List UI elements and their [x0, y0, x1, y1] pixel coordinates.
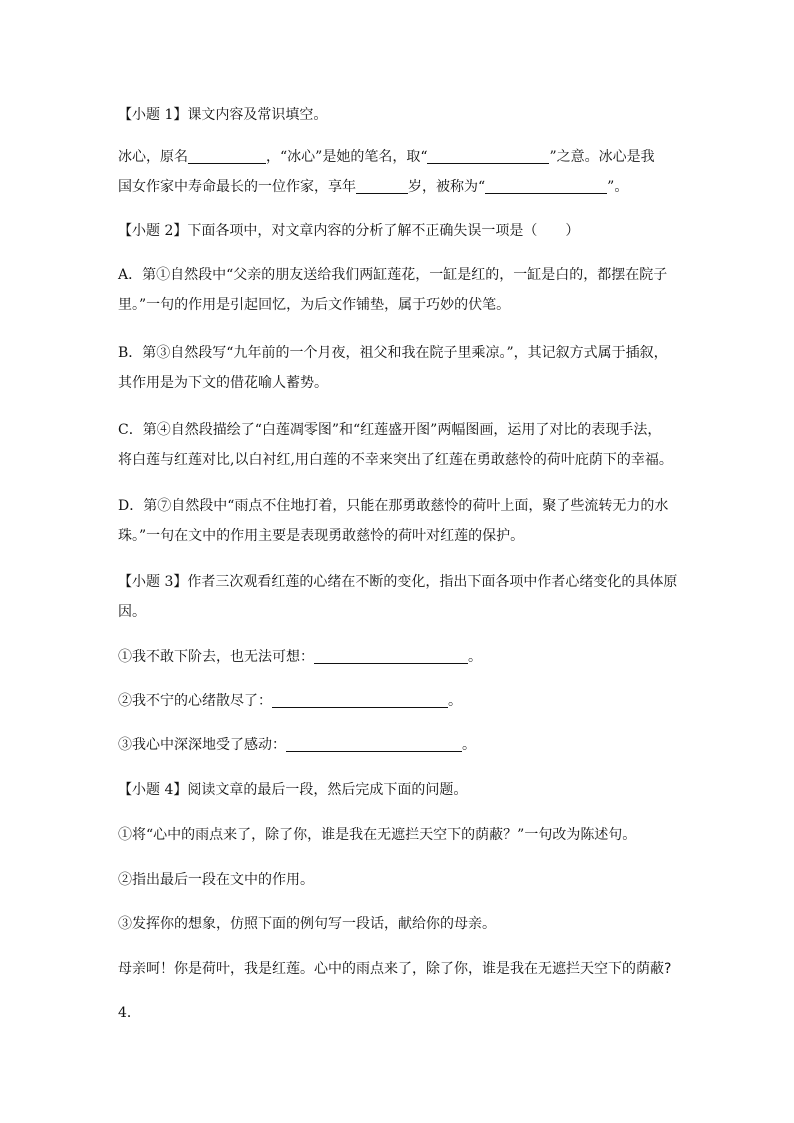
q2-option-a-line1: A．第①自然段中“父亲的朋友送给我们两缸莲花，一缸是红的，一缸是白的，都摆在院子 — [118, 267, 668, 283]
q1-text-a: 冰心，原名 — [118, 149, 188, 165]
q2-option-c-line1: C．第④自然段描绘了“白莲凋零图”和“红莲盛开图”两幅图画，运用了对比的表现手法， — [118, 422, 662, 438]
title-blank[interactable] — [485, 179, 607, 194]
meaning-blank[interactable] — [427, 149, 549, 164]
q3-item-3-text: ③我心中深深地受了感动： — [118, 737, 286, 753]
age-blank[interactable] — [356, 179, 408, 194]
q1-heading: 【小题 1】课文内容及常识填空。 — [118, 107, 328, 123]
q1-text-b: ，“冰心”是她的笔名，取“ — [266, 149, 428, 165]
q4-heading: 【小题 4】阅读文章的最后一段，然后完成下面的问题。 — [118, 782, 468, 798]
q3-heading-line1: 【小题 3】作者三次观看红莲的心绪在不断的变化，指出下面各项中作者心绪变化的具体原 — [118, 574, 678, 590]
q4-item-2: ②指出最后一段在文中的作用。 — [118, 872, 314, 888]
q3-item-2 — [118, 692, 462, 710]
q4-item-1: ①将“心中的雨点来了，除了你，谁是我在无遮拦天空下的荫蔽？”一句改为陈述句。 — [118, 827, 637, 843]
q3-item-3 — [118, 736, 476, 754]
q2-heading: 【小题 2】下面各项中，对文章内容的分析了解不正确失误一项是（ ） — [118, 223, 580, 239]
q1-text-d: 国女作家中寿命最长的一位作家，享年 — [118, 179, 356, 195]
q3-heading-line2: 因。 — [118, 604, 146, 620]
q3-item-2-end: 。 — [448, 693, 462, 709]
q2-option-a-line2: 里。”一句的作用是引起回忆，为后文作铺垫，属于巧妙的伏笔。 — [118, 297, 511, 313]
q1-text-c: ”之意。冰心是我 — [549, 149, 655, 165]
q1-text-f: ”。 — [607, 179, 629, 195]
next-question-number: 4． — [118, 1005, 141, 1021]
q2-option-b-line2: 其作用是为下文的借花喻人蓄势。 — [118, 375, 328, 391]
q4-item-3: ③发挥你的想象，仿照下面的例句写一段话，献给你的母亲。 — [118, 916, 496, 932]
q3-answer-blank-1[interactable] — [314, 649, 468, 664]
q2-option-d-line1: D．第⑦自然段中“雨点不住地打着，只能在那勇敢慈怜的荷叶上面，聚了些流转无力的水 — [118, 498, 669, 514]
q2-option-b-line1: B．第③自然段写“九年前的一个月夜，祖父和我在院子里乘凉。”，其记叙方式属于插叙， — [118, 345, 668, 361]
q3-item-1-end: 。 — [468, 649, 482, 665]
q2-option-c-line2: 将白莲与红莲对比,以白衬红,用白莲的不幸来突出了红莲在勇敢慈怜的荷叶庇荫下的幸福。 — [118, 452, 673, 468]
q1-text-e: 岁，被称为“ — [408, 179, 486, 195]
q3-item-3-end: 。 — [462, 737, 476, 753]
q3-answer-blank-3[interactable] — [286, 737, 462, 752]
q3-answer-blank-2[interactable] — [272, 693, 448, 708]
q1-line1 — [118, 148, 655, 166]
name-blank[interactable] — [188, 149, 266, 164]
q3-item-1-text: ①我不敢下阶去，也无法可想： — [118, 649, 314, 665]
q4-example-sentence: 母亲呵！你是荷叶，我是红莲。心中的雨点来了，除了你，谁是我在无遮拦天空下的荫蔽? — [118, 961, 672, 977]
q3-item-2-text: ②我不宁的心绪散尽了： — [118, 693, 272, 709]
q3-item-1 — [118, 648, 482, 666]
q2-option-d-line2: 珠。”一句在文中的作用主要是表现勇敢慈怜的荷叶对红莲的保护。 — [118, 528, 525, 544]
q1-line2 — [118, 178, 628, 196]
